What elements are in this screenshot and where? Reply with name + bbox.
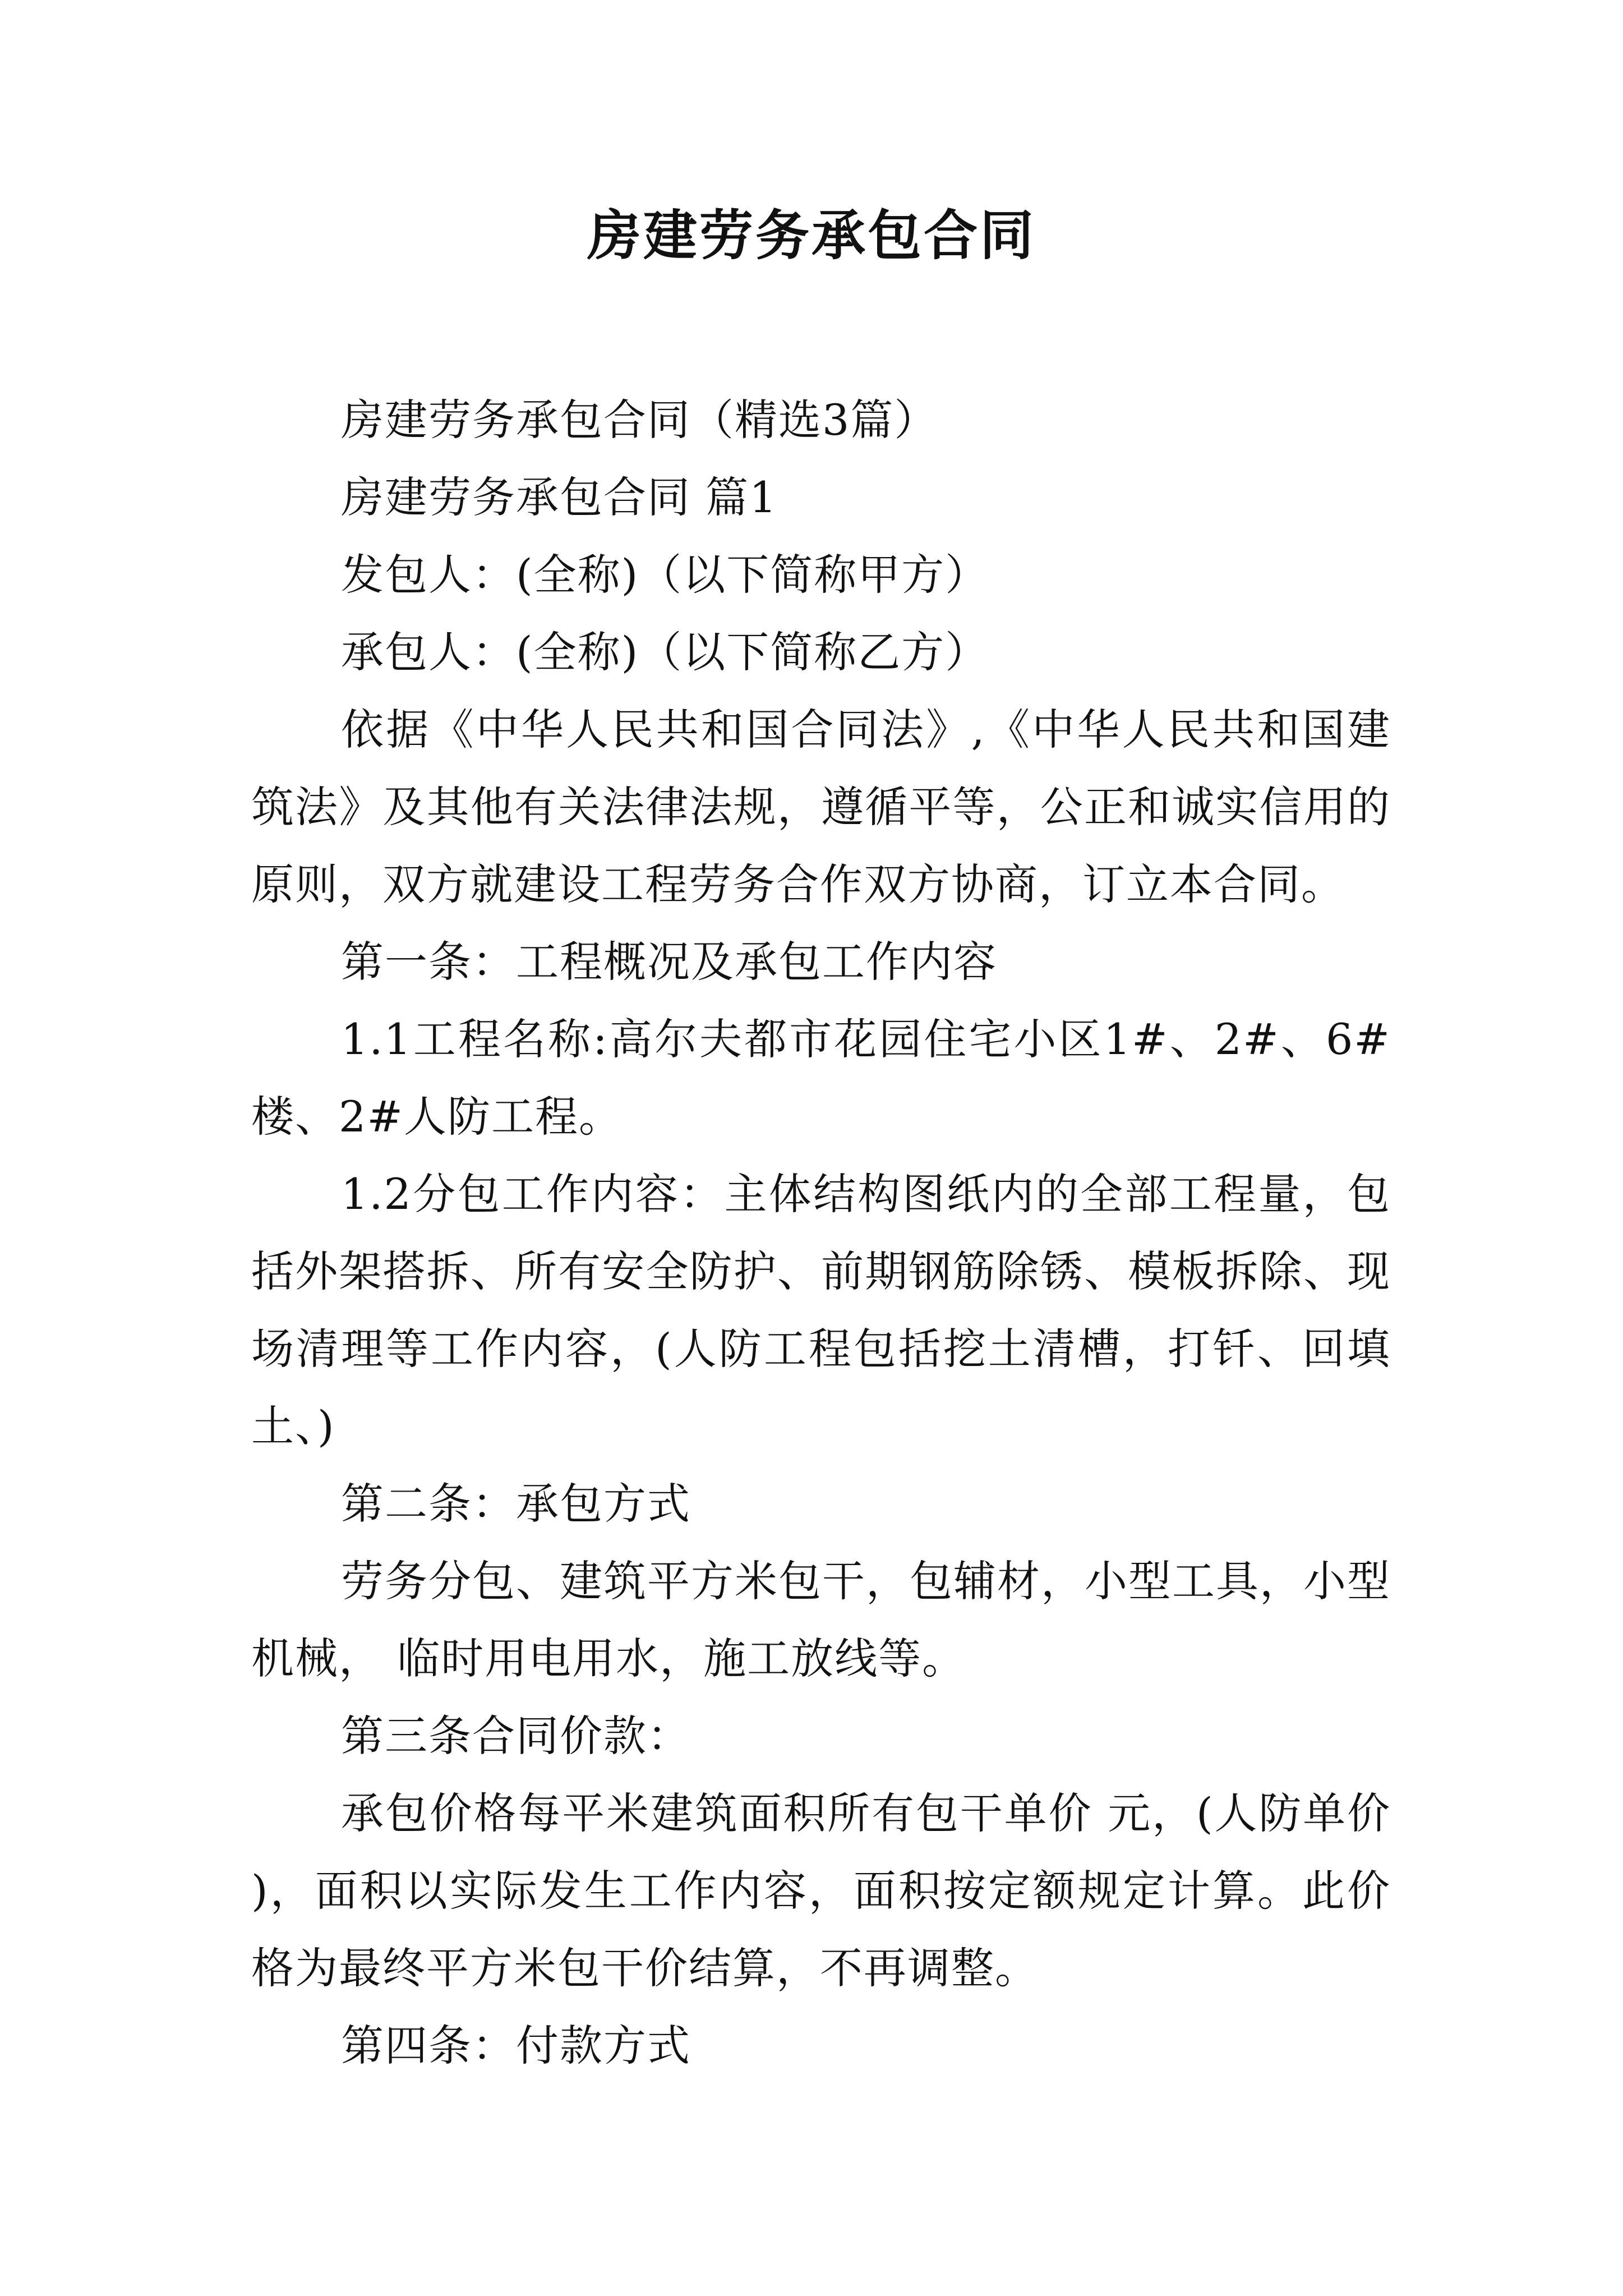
paragraph-project-name: 1.1工程名称:高尔夫都市花园住宅小区1#、2#、6#楼、2#人防工程。	[251, 1014, 1391, 1142]
paragraph-article-2-heading: 第二条：承包方式	[341, 1479, 691, 1529]
paragraph-section-heading: 房建劳务承包合同 篇1	[341, 472, 778, 522]
document-body	[251, 381, 1391, 2085]
paragraph-preamble: 依据《中华人民共和国合同法》,《中华人民共和国建筑法》及其他有关法律法规，遵循平等，公正和诚实信用的原则，双方就建设工程劳务合作双方协商，订立本合同。	[251, 705, 1391, 909]
paragraph-work-scope: 1.2分包工作内容：主体结构图纸内的全部工程量，包括外架搭拆、所有安全防护、前期钢筋除锈、模板拆除、现场清理等工作内容，(人防工程包括挖土清槽，打钎、回填土、)	[251, 1169, 1391, 1451]
paragraph-article-3-heading: 第三条合同价款：	[341, 1711, 691, 1761]
paragraph-article-1-heading: 第一条：工程概况及承包工作内容	[341, 937, 997, 987]
document-title: 房建劳务承包合同	[587, 204, 1036, 267]
paragraph-party-a: 发包人：(全称)（以下简称甲方）	[341, 550, 989, 600]
paragraph-contract-method: 劳务分包、建筑平方米包干，包辅材，小型工具，小型机械， 临时用电用水，施工放线等。	[251, 1556, 1391, 1683]
paragraph-article-4-heading: 第四条：付款方式	[341, 2021, 691, 2070]
paragraph-party-b: 承包人：(全称)（以下简称乙方）	[341, 627, 989, 677]
paragraph-contract-price: 承包价格每平米建筑面积所有包干单价 元，(人防单价 )，面积以实际发生工作内容，面积按定额规定计算。此价格为最终平方米包干价结算，不再调整。	[251, 1788, 1391, 1993]
paragraph-subtitle: 房建劳务承包合同（精选3篇）	[341, 395, 938, 445]
